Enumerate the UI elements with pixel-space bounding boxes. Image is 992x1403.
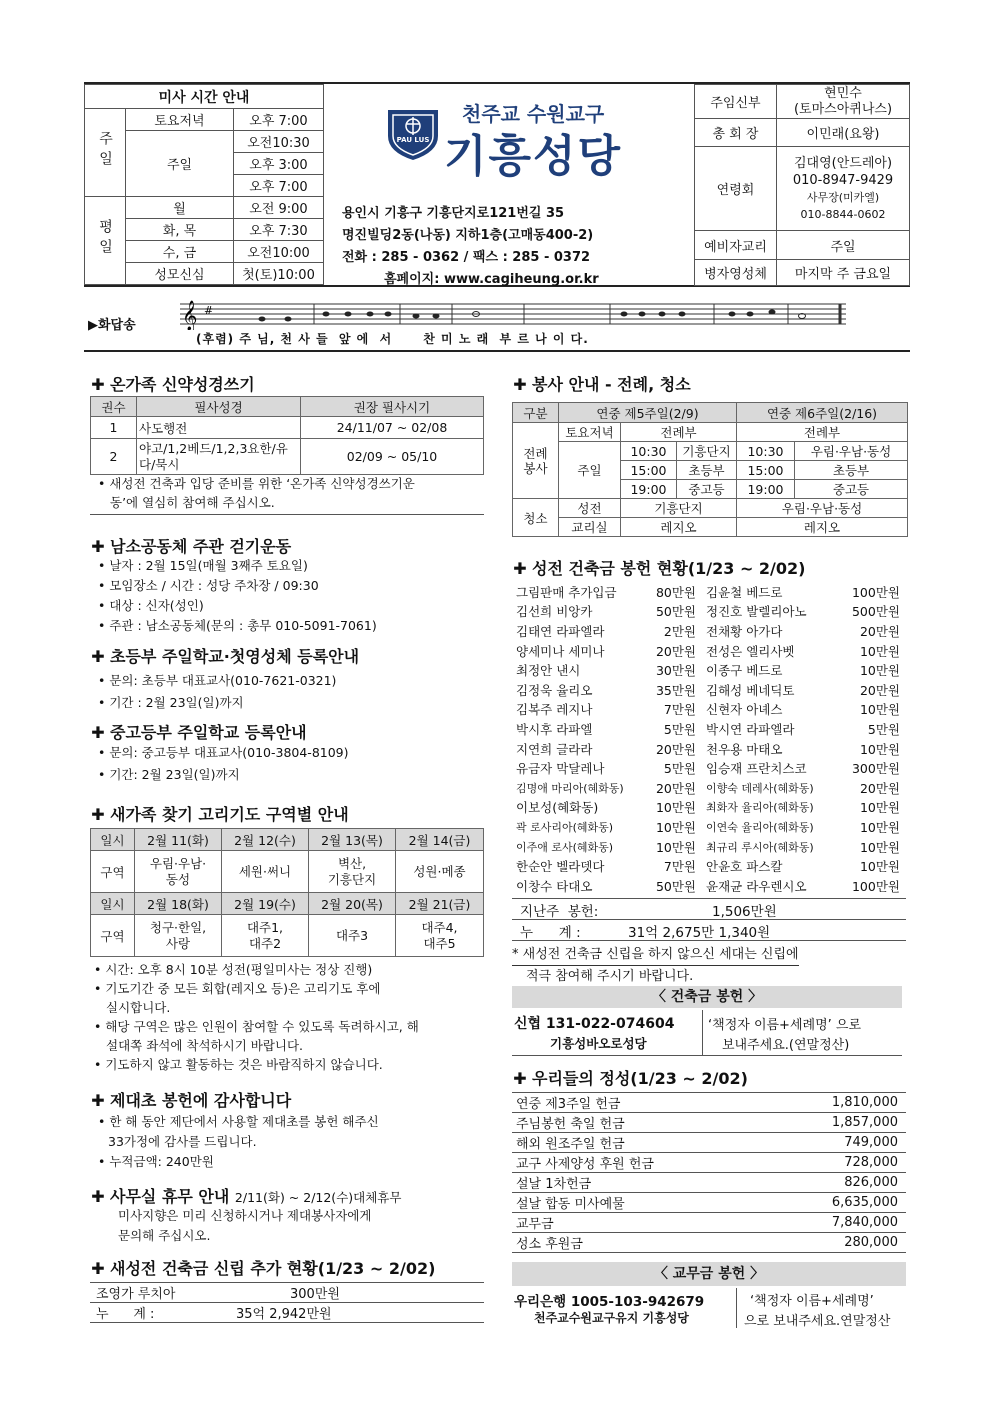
list-item: • 대상 : 신자(성인) (98, 598, 204, 613)
building-note (512, 944, 799, 988)
cross-icon: ✚ (513, 559, 527, 578)
liturgy-label: 전례 봉사 (513, 423, 559, 499)
mass-time: 오전10:00 (234, 241, 324, 263)
date-label: 일시 (91, 893, 135, 915)
offering-amount: 728,000 (844, 1155, 898, 1170)
bible-table (90, 396, 484, 475)
donor-name: 최규리 루시아(혜화동) (706, 840, 814, 854)
list-item: • 주관 : 남소공동체(문의 : 총무 010-5091-7061) (98, 618, 377, 633)
address-line-2: 명진빌딩2동(나동) 지하1층(고매동400-2) (342, 228, 594, 243)
donor-name: 그림판매 추가입금 (516, 584, 617, 600)
clean-label: 청소 (513, 499, 559, 537)
donor-amount: 20만원 (859, 682, 900, 698)
hymn-label: ▶화답송 (88, 318, 136, 333)
list-item: • 문의: 초등부 대표교사(010-7621-0321) (98, 673, 337, 688)
building-bank-bar: 〈 건축금 봉헌 〉 (512, 986, 902, 1008)
staff-role: 총 회 장 (695, 119, 777, 147)
building-msg-1: ‘책정자 이름+세례명’ 으로 (708, 1018, 862, 1033)
pledge-name: 누 계 : (96, 1307, 155, 1322)
prayer-zone: 청구·한일, 사랑 (135, 915, 222, 957)
building-total-value: 31억 2,675만 1,340원 (628, 925, 771, 941)
building-total-label: 누 계 : (520, 925, 585, 941)
dues-msg-2: 으로 보내주세요.연말정산 (744, 1314, 891, 1329)
diocese-name: 천주교 수원교구 (462, 102, 605, 126)
slot-group: 중고등 (795, 480, 908, 499)
building-donor-table (512, 582, 906, 896)
prayer-date: 2월 14(금) (396, 829, 484, 851)
divider (512, 898, 906, 899)
offering-amount: 826,000 (844, 1175, 898, 1190)
date-label: 일시 (91, 829, 135, 851)
donor-name: 이창수 타대오 (516, 878, 593, 894)
family-notes (94, 960, 419, 1074)
family-prayer-table (90, 828, 484, 957)
donor-name: 전채황 아가다 (706, 623, 783, 639)
offering-label: 해외 원조주일 헌금 (516, 1137, 625, 1152)
divider (512, 919, 906, 920)
note-line: 미사지향은 미리 신청하시거나 제대봉사자에게 (118, 1208, 372, 1223)
sunday-label: 주일 (85, 109, 126, 197)
table-row (512, 1233, 906, 1253)
offering-label: 설날 합동 미사예물 (516, 1197, 625, 1212)
note-line: • 새성전 건축과 입당 준비를 위한 ‘온가족 신약성경쓰기운 (98, 476, 415, 491)
staff-contact (777, 147, 910, 231)
donor-amount: 10만원 (859, 800, 900, 816)
funeral-manager-phone: 010-8844-0602 (800, 207, 886, 221)
mass-time: 오후 7:00 (234, 109, 324, 131)
prayer-date: 2월 12(수) (222, 829, 309, 851)
cross-icon: ✚ (91, 723, 105, 742)
funeral-phone: 010-8947-9429 (792, 172, 894, 188)
donor-name: 전성은 엘리사벳 (706, 643, 795, 659)
office-dates: 2/11(화) ~ 2/12(수)대체휴무 (234, 1190, 402, 1205)
donor-amount: 10만원 (859, 702, 900, 718)
pledge-name: 조영가 루치아 (96, 1287, 176, 1302)
office-text (118, 1206, 371, 1246)
slot-group: 중고등 (677, 480, 737, 499)
col-header: 연중 제5주일(2/9) (559, 403, 737, 423)
hymn-staff (180, 296, 850, 330)
staff-table (694, 84, 910, 286)
list-item: 33가정에 감사를 드립니다. (108, 1134, 257, 1149)
note-line: * 새성전 건축금 신립을 하지 않으신 세대는 신립에 (512, 944, 799, 966)
pledge-amount: 300만원 (290, 1287, 340, 1302)
table-row (512, 778, 906, 798)
donor-amount: 20만원 (655, 780, 696, 796)
cross-icon: ✚ (91, 647, 105, 666)
donor-amount: 10만원 (859, 741, 900, 757)
building-bank-box (512, 1010, 902, 1056)
prayer-zone: 대주3 (309, 915, 396, 957)
dues-bank-bar: 〈 교무금 봉헌 〉 (512, 1262, 906, 1286)
bible-note (98, 474, 415, 512)
zone-label: 구역 (91, 915, 135, 957)
offering-label: 교무금 (516, 1217, 554, 1232)
donor-name: 천우용 마태오 (706, 741, 783, 757)
donor-name: 김해성 베네딕토 (706, 682, 795, 698)
staff-role: 병자영성체 (695, 260, 777, 286)
clean-group: 레지오 (737, 518, 908, 537)
col-header: 연중 제6주일(2/16) (737, 403, 908, 423)
donor-name: 김정욱 율리오 (516, 682, 593, 698)
dues-bank-box (512, 1288, 906, 1328)
note-line: 설대쪽 좌석에 착석하시기 바랍니다. (106, 1038, 304, 1053)
note-line: • 해당 구역은 많은 인원이 참여할 수 있도록 독려하시고, 해 (94, 1019, 419, 1034)
table-row (512, 1153, 906, 1173)
list-item: • 모임장소 / 시간 : 성당 주차장 / 09:30 (98, 578, 319, 593)
donor-name: 김명애 마리아(혜화동) (516, 781, 624, 795)
office-section-title: ✚ 사무실 휴무 안내 2/11(화) ~ 2/12(수)대체휴무 (91, 1187, 402, 1206)
mass-day: 주일 (126, 131, 234, 197)
dues-holder: 천주교수원교구유지 기흥성당 (534, 1311, 689, 1325)
table-cell: 24/11/07 ~ 02/08 (301, 417, 484, 439)
offering-table (512, 1092, 906, 1253)
svg-text:#: # (204, 304, 214, 317)
donor-name: 윤재균 라우렌시오 (706, 878, 807, 894)
zone-label: 구역 (91, 851, 135, 893)
donor-amount: 10만원 (859, 643, 900, 659)
homepage: 홈페이지: www.cagiheung.or.kr (384, 272, 599, 287)
donor-name: 곽 로사리아(혜화동) (516, 820, 614, 834)
donor-name: 한순안 벨라뎃다 (516, 859, 605, 875)
donor-amount: 10만원 (655, 839, 696, 855)
mass-time: 오후 7:30 (234, 219, 324, 241)
donor-name: 신현자 아녜스 (706, 702, 783, 718)
parish-logo (382, 106, 444, 162)
prayer-zone: 대주4, 대주5 (396, 915, 484, 957)
elem-list (98, 670, 336, 714)
mass-day: 수, 금 (126, 241, 234, 263)
slot-label: 주일 (559, 442, 621, 499)
dues-msg-1: ‘책정자 이름+세례명’ (750, 1294, 874, 1309)
slot-group: 우림·우남·동성 (795, 442, 908, 461)
donor-amount: 10만원 (859, 663, 900, 679)
note-line: 적극 참여해 주시기 바랍니다. (512, 966, 693, 988)
table-row (512, 1113, 906, 1133)
prayer-zone: 우림·우남· 동성 (135, 851, 222, 893)
prayer-date: 2월 20(목) (309, 893, 396, 915)
table-row (512, 1193, 906, 1213)
cross-icon: ✚ (91, 537, 105, 556)
table-row (512, 739, 906, 759)
donor-amount: 5만원 (867, 721, 900, 737)
prayer-zone: 대주1, 대주2 (222, 915, 309, 957)
clean-place: 성전 (559, 499, 621, 518)
divider (512, 940, 906, 941)
slot-time: 15:00 (737, 461, 795, 480)
slot-group: 기흥단지 (677, 442, 737, 461)
donor-amount: 5만원 (663, 721, 696, 737)
clean-group: 우림·우남·동성 (737, 499, 908, 518)
table-row (512, 602, 906, 622)
table-row (512, 680, 906, 700)
donor-name: 박시연 라파엘라 (706, 721, 795, 737)
cross-icon: ✚ (91, 1091, 105, 1110)
staff-name: 현민수 (토마스아퀴나스) (777, 85, 910, 119)
donor-name: 유금자 막달레나 (516, 761, 605, 777)
elem-section-title: ✚ 초등부 주일학교·첫영성체 등록안내 (91, 647, 360, 666)
donor-name: 박시후 라파엘 (516, 721, 593, 737)
donor-amount: 35만원 (655, 682, 696, 698)
donor-name: 최화자 율리아(혜화동) (706, 801, 814, 815)
table-cell: 2 (91, 439, 137, 475)
staff-name: 마지막 주 금요일 (777, 260, 910, 286)
offering-label: 연중 제3주일 헌금 (516, 1097, 621, 1112)
offering-amount: 1,857,000 (831, 1115, 898, 1130)
slot-time: 10:30 (737, 442, 795, 461)
note-line: • 시간: 오후 8시 10분 성전(평일미사는 정상 진행) (94, 962, 373, 977)
table-cell: 야고/1,2베드/1,2,3요한/유다/묵시 (137, 439, 301, 475)
staff-name: 주일 (777, 231, 910, 260)
note-line: 문의해 주십시오. (118, 1228, 211, 1243)
donor-name: 김선희 비앙카 (516, 604, 593, 620)
offering-section-title: ✚ 우리들의 정성(1/23 ~ 2/02) (513, 1069, 748, 1088)
staff-name: 이민래(요왕) (777, 119, 910, 147)
divider (90, 514, 484, 515)
building-section-title: ✚ 성전 건축금 봉헌 현황(1/23 ~ 2/02) (513, 559, 806, 578)
staff-role: 주임신부 (695, 85, 777, 119)
walk-section-title: ✚ 남소공동체 주관 걷기운동 (91, 537, 292, 556)
candle-list (98, 1112, 379, 1172)
hymn-strip (84, 290, 910, 352)
donor-name: 이종구 베드로 (706, 663, 783, 679)
mass-time: 첫(토)10:00 (234, 263, 324, 285)
slot-group: 초등부 (795, 461, 908, 480)
last-week-label: 지난주 봉헌: (520, 904, 599, 920)
staff-role: 예비자교리 (695, 231, 777, 260)
bulletin-header (84, 82, 910, 287)
donor-amount: 7만원 (663, 859, 696, 875)
offering-label: 설날 1차헌금 (516, 1177, 592, 1192)
prayer-date: 2월 11(화) (135, 829, 222, 851)
table-cell: 02/09 ~ 05/10 (301, 439, 484, 475)
mass-schedule-table (84, 84, 324, 285)
list-item: • 기간 : 2월 23일(일)까지 (98, 695, 244, 710)
table-row (512, 582, 906, 602)
table-row (512, 856, 906, 876)
mid-list (98, 742, 349, 786)
note-line: • 기도하지 않고 활동하는 것은 바람직하지 않습니다. (94, 1057, 383, 1072)
cross-icon: ✚ (91, 805, 105, 824)
note-line: • 기도기간 중 모든 회합(레지오 등)은 고리기도 후에 (94, 981, 381, 996)
phone-fax: 전화 : 285 - 0362 / 팩스 : 285 - 0372 (342, 250, 591, 265)
list-item: • 한 해 동안 제단에서 사용할 제대초를 봉헌 해주신 (98, 1114, 379, 1129)
cross-icon: ✚ (91, 1259, 105, 1278)
cross-icon: ✚ (513, 1069, 527, 1088)
donor-name: 김태연 라파엘라 (516, 623, 605, 639)
donor-name: 지연희 글라라 (516, 741, 593, 757)
donor-amount: 10만원 (655, 819, 696, 835)
donor-name: 이보성(혜화동) (516, 800, 599, 816)
logo-text: PAU LUS (396, 136, 430, 144)
pledge-amount: 35억 2,942만원 (236, 1307, 332, 1322)
family-section-title: ✚ 새가족 찾기 고리기도 구역별 안내 (91, 805, 349, 824)
donor-amount: 30만원 (655, 663, 696, 679)
note-line: 동’에 열심히 참여해 주십시오. (110, 495, 275, 510)
slot-time: 19:00 (737, 480, 795, 499)
col-header: 필사성경 (137, 397, 301, 417)
donor-name: 김윤철 베드로 (706, 584, 783, 600)
walk-list (98, 556, 377, 636)
svg-text:𝄞: 𝄞 (182, 301, 198, 330)
donor-name: 안윤호 파스칼 (706, 859, 783, 875)
mass-day: 성모신심 (126, 263, 234, 285)
service-table (512, 402, 908, 537)
prayer-date: 2월 18(화) (135, 893, 222, 915)
slot-time: 15:00 (621, 461, 677, 480)
funeral-head: 김대영(안드레아) (793, 155, 893, 171)
table-row (512, 621, 906, 641)
offering-label: 주님봉헌 축일 헌금 (516, 1117, 625, 1132)
table-row (512, 1133, 906, 1153)
donor-amount: 100만원 (851, 878, 900, 894)
slot-group: 전례부 (621, 423, 737, 442)
divider (736, 1288, 737, 1328)
building-holder: 기흥성바오로성당 (550, 1036, 647, 1051)
last-week-value: 1,506만원 (712, 904, 777, 920)
candle-section-title: ✚ 제대초 봉헌에 감사합니다 (91, 1091, 292, 1110)
offering-amount: 7,840,000 (831, 1215, 898, 1230)
donor-name: 양세미나 세미나 (516, 643, 605, 659)
clean-place: 교리실 (559, 518, 621, 537)
donor-amount: 100만원 (851, 584, 900, 600)
dues-account: 우리은행 1005-103-942679 (514, 1294, 705, 1310)
donor-amount: 20만원 (655, 643, 696, 659)
donor-name: 이향숙 데레사(혜화동) (706, 781, 814, 795)
cross-icon: ✚ (91, 1187, 105, 1206)
table-row (512, 837, 906, 857)
pledge-section-title: ✚ 새성전 건축금 신립 추가 현황(1/23 ~ 2/02) (91, 1259, 436, 1278)
offering-label: 성소 후원금 (516, 1237, 583, 1252)
mass-time: 오후 3:00 (234, 153, 324, 175)
hymn-lyrics: (후렴) 주 님, 천 사 들 앞 에 서 찬 미 노 래 부 르 나 이 다. (196, 332, 589, 346)
donor-amount: 300만원 (851, 761, 900, 777)
table-cell: 사도행전 (137, 417, 301, 439)
slot-label: 토요저녁 (559, 423, 621, 442)
prayer-zone: 벽산, 기흥단지 (309, 851, 396, 893)
col-header: 권수 (91, 397, 137, 417)
mass-day: 월 (126, 197, 234, 219)
donor-amount: 20만원 (655, 741, 696, 757)
table-row (512, 1093, 906, 1113)
donor-name: 이주애 로사(혜화동) (516, 840, 614, 854)
donor-amount: 20만원 (859, 780, 900, 796)
list-item: • 문의: 중고등부 대표교사(010-3804-8109) (98, 745, 349, 760)
prayer-date: 2월 19(수) (222, 893, 309, 915)
donor-name: 이연숙 율리아(혜화동) (706, 820, 814, 834)
table-row (512, 758, 906, 778)
address-line-1: 용인시 기흥구 기흥단지로121번길 35 (342, 206, 565, 221)
table-row (512, 660, 906, 680)
table-row (512, 641, 906, 661)
offering-label: 교구 사제양성 후원 헌금 (516, 1157, 654, 1172)
donor-amount: 20만원 (859, 623, 900, 639)
donor-amount: 10만원 (655, 800, 696, 816)
cross-icon: ✚ (513, 375, 527, 394)
offering-amount: 749,000 (844, 1135, 898, 1150)
list-item: • 기간: 2월 23일(일)까지 (98, 767, 240, 782)
donor-amount: 50만원 (655, 604, 696, 620)
donor-amount: 80만원 (655, 584, 696, 600)
funeral-manager: 사무장(미카엘) (806, 190, 880, 204)
divider (702, 1010, 703, 1056)
table-row (512, 700, 906, 720)
weekday-label: 평일 (85, 197, 126, 285)
mass-time: 오전 9:00 (234, 197, 324, 219)
donor-amount: 10만원 (859, 819, 900, 835)
table-row (512, 817, 906, 837)
slot-time: 10:30 (621, 442, 677, 461)
table-row (512, 719, 906, 739)
table-row (512, 1213, 906, 1233)
clean-group: 레지오 (621, 518, 737, 537)
slot-time: 19:00 (621, 480, 677, 499)
donor-amount: 7만원 (663, 702, 696, 718)
list-item: • 날자 : 2월 15일(매월 3째주 토요일) (98, 558, 308, 573)
donor-name: 최정안 낸시 (516, 663, 581, 679)
offering-amount: 280,000 (844, 1235, 898, 1250)
service-section-title: ✚ 봉사 안내 - 전례, 청소 (513, 375, 691, 394)
donor-amount: 10만원 (859, 839, 900, 855)
table-row (512, 876, 906, 896)
mass-title: 미사 시간 안내 (85, 85, 324, 109)
col-header: 권장 필사시기 (301, 397, 484, 417)
mass-day: 토요저녁 (126, 109, 234, 131)
table-row (512, 1173, 906, 1193)
staff-role: 연령회 (695, 147, 777, 231)
prayer-zone: 세원·써니 (222, 851, 309, 893)
prayer-date: 2월 21(금) (396, 893, 484, 915)
mass-time: 오전10:30 (234, 131, 324, 153)
slot-group: 전례부 (737, 423, 908, 442)
donor-name: 정진호 발렐리아노 (706, 604, 807, 620)
donor-amount: 50만원 (655, 878, 696, 894)
table-cell: 1 (91, 417, 137, 439)
note-line: 실시합니다. (106, 1000, 171, 1015)
mass-time: 오후 7:00 (234, 175, 324, 197)
building-msg-2: 보내주세요.(연말정산) (722, 1038, 850, 1053)
donor-name: 임승재 프란치스코 (706, 761, 807, 777)
donor-amount: 500만원 (851, 604, 900, 620)
donor-name: 김복주 레지나 (516, 702, 593, 718)
cross-icon: ✚ (91, 375, 105, 394)
pledge-table (90, 1282, 484, 1323)
prayer-date: 2월 13(목) (309, 829, 396, 851)
offering-amount: 1,810,000 (831, 1095, 898, 1110)
mid-section-title: ✚ 중고등부 주일학교 등록안내 (91, 723, 307, 742)
slot-group: 초등부 (677, 461, 737, 480)
mass-day: 화, 목 (126, 219, 234, 241)
donor-amount: 5만원 (663, 761, 696, 777)
donor-amount: 2만원 (663, 623, 696, 639)
col-header: 구분 (513, 403, 559, 423)
building-account: 신협 131-022-074604 (514, 1016, 675, 1032)
table-row (512, 798, 906, 818)
offering-amount: 6,635,000 (831, 1195, 898, 1210)
bible-section-title: ✚ 온가족 신약성경쓰기 (91, 375, 255, 394)
donor-amount: 10만원 (859, 859, 900, 875)
clean-group: 기흥단지 (621, 499, 737, 518)
prayer-zone: 성원·메종 (396, 851, 484, 893)
parish-name: 기흥성당 (444, 131, 623, 182)
list-item: • 누적금액: 240만원 (98, 1154, 214, 1169)
